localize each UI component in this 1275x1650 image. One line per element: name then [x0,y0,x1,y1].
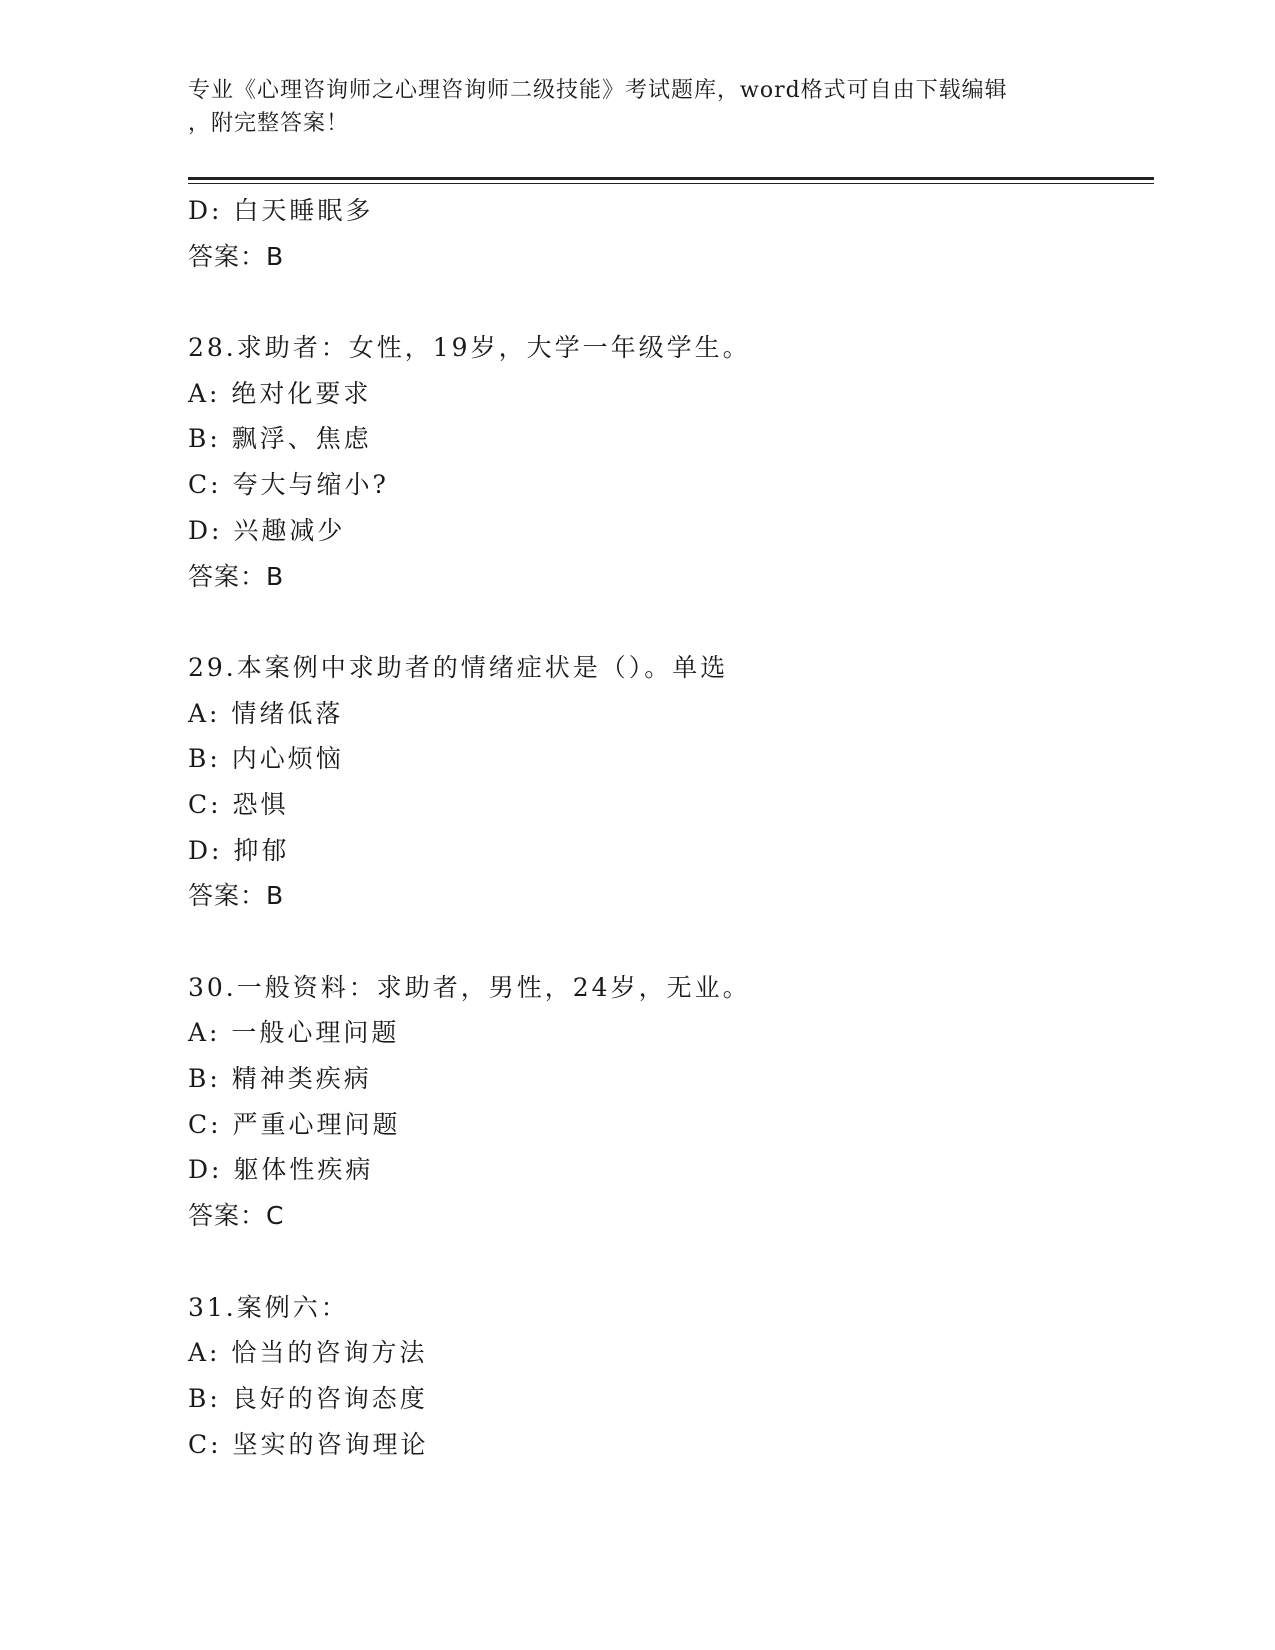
question-stem: 31.案例六： [188,1292,349,1322]
spacer [188,279,1148,325]
question-29 [188,645,1148,919]
question-31 [188,1285,1148,1468]
header-divider-thin [188,183,1154,184]
prev-option-d: D: 白天睡眠多 [188,196,374,225]
question-stem: 29.本案例中求助者的情绪症状是（）。单选 [188,652,729,682]
option-b: B: 良好的咨询态度 [188,1383,428,1413]
option-c: C: 严重心理问题 [188,1109,401,1139]
option-a: A: 恰当的咨询方法 [188,1338,428,1368]
option-b: B: 内心烦恼 [188,744,344,774]
answer: 答案：B [188,881,285,911]
question-30 [188,965,1148,1239]
header-divider-thick [188,177,1154,180]
question-stem: 28.求助者：女性，19岁，大学一年级学生。 [188,333,751,363]
spacer [188,919,1148,965]
option-c: C: 坚实的咨询理论 [188,1429,429,1459]
spacer [188,1239,1148,1285]
header-line-1: 专业《心理咨询师之心理咨询师二级技能》考试题库，word格式可自由下载编辑 [188,78,1008,103]
option-c: C: 恐惧 [188,789,289,819]
question-28 [188,325,1148,599]
option-a: A: 绝对化要求 [188,378,372,408]
option-b: B: 飘浮、焦虑 [188,424,372,454]
prev-answer: 答案：B [188,241,285,271]
spacer [188,599,1148,645]
answer: 答案：B [188,561,285,591]
document-header [188,74,1088,140]
option-c: C: 夸大与缩小? [188,470,389,500]
option-d: D: 躯体性疾病 [188,1155,374,1185]
header-line-2: ，附完整答案！ [188,111,350,136]
option-a: A: 情绪低落 [188,698,344,728]
option-a: A: 一般心理问题 [188,1018,400,1048]
question-list [188,188,1148,1467]
option-b: B: 精神类疾病 [188,1064,372,1094]
option-d: D: 抑郁 [188,835,290,865]
answer: 答案：C [188,1201,285,1231]
question-stem: 30.一般资料：求助者，男性，24岁，无业。 [188,972,751,1002]
option-d: D: 兴趣减少 [188,515,346,545]
